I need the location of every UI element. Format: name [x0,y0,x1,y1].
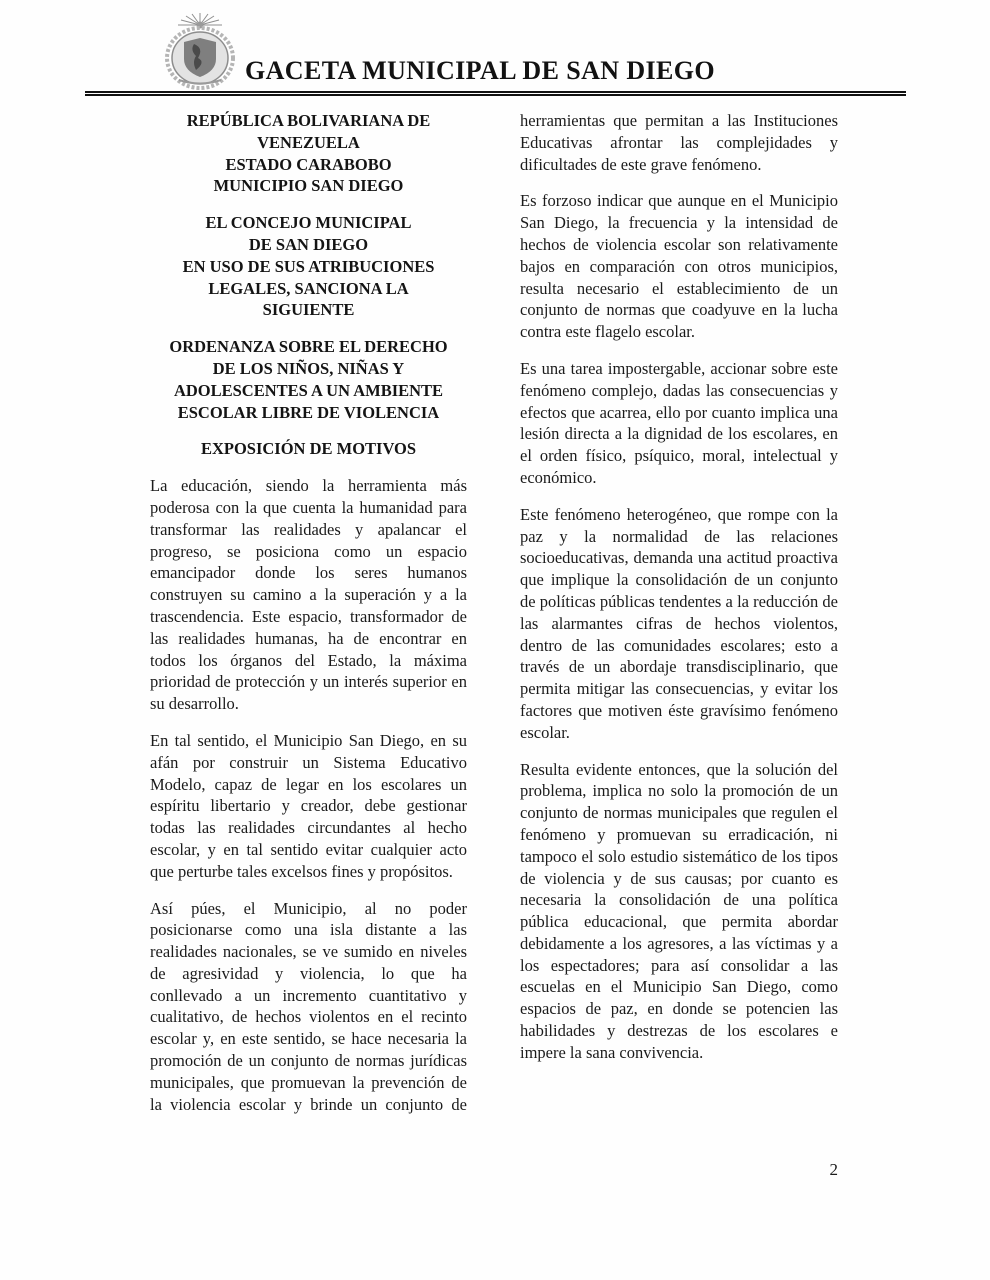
body-paragraph: Así púes, el Municipio, al no poder posicionarse como una isla distante a las realidades nacionales, se ve sumido en niveles de agresividad y violencia, lo que ha conllevado a un incremento cuantitativo y cualitativo, de hechos violentos en el recinto escolar y, en este sentido, se hace necesaria la promoción de un conjunto de normas jurídicas municipales, que promuevan la prevención de la violencia escolar y brinde un conjunto de [150,898,467,1114]
body-paragraph: En tal sentido, el Municipio San Diego, en su afán por construir un Sistema Educativo Modelo, capaz de legar en los escolares un espíritu libertario y creador, debe gestionar todas las realidades circundantes al hecho escolar, y en tal sentido evitar cualquier acto que perturbe tales excelsos fines y propósitos. [150,730,467,881]
section-heading [150,212,467,321]
left-column [150,110,467,1115]
document-body [150,110,838,1115]
heading-line: LEGALES, SANCIONA LA [208,278,409,298]
masthead-rule [85,91,906,96]
body-paragraph: Este fenómeno heterogéneo, que rompe con la paz y la normalidad de las relaciones socioeducativas, demanda una actitud proactiva que implique la consolidación de un conjunto de políticas públicas tendentes a la reducción de las alarmantes cifras de hechos violentos, dentro de las comunidades escolares; esto a través de un abordaje transdisciplinario, que permita mitigar las consecuencias, y evitar los factores que motiven éste gravísimo fenómeno escolar. [520,504,838,742]
heading-line: REPÚBLICA BOLIVARIANA DE [186,111,431,130]
section-heading [150,110,467,197]
body-paragraph: Resulta evidente entonces, que la solución del problema, implica no solo la promoción de un conjunto de normas municipales que regulen el fenómeno y promuevan su erradicación, ni tampoco el solo estudio sistemático de los tipos de violencia y de sus causas; por cuanto es necesaria la consolidación de una política pública educacional, que permita abordar debidamente a los agresores, a las víctimas y a los espectadores; para así consolidar a las escuelas en el Municipio San Diego, como espacios de paz, en donde se potencien las habilidades y destrezas de los escolares e impere la sana convivencia. [520,759,838,1062]
page-number: 2 [829,1160,838,1179]
heading-line: ADOLESCENTES A UN AMBIENTE [173,380,444,400]
right-column [520,110,838,1064]
section-heading [150,438,467,460]
heading-line: DE SAN DIEGO [248,234,369,254]
heading-line: MUNICIPIO SAN DIEGO [213,176,404,196]
section-heading [150,336,467,423]
heading-line: ESTADO CARABOBO [225,154,392,174]
heading-line: EN USO DE SUS ATRIBUCIONES [182,256,435,276]
heading-line: ESCOLAR LIBRE DE VIOLENCIA [177,402,440,422]
body-paragraph: Es una tarea impostergable, accionar sobre este fenómeno complejo, dadas las consecuencias y efectos que acarrea, ello por cuanto implica una lesión directa a la dignidad de los escolares, en el orden físico, psíquico, moral, intelectual y económico. [520,358,838,487]
heading-line: SIGUIENTE [262,300,355,320]
heading-line: EL CONCEJO MUNICIPAL [205,213,412,233]
heading-line: ORDENANZA SOBRE EL DERECHO [169,337,448,357]
gazette-title: GACETA MUNICIPAL DE SAN DIEGO [244,56,716,85]
heading-line: EXPOSICIÓN DE MOTIVOS [200,439,417,459]
heading-line: VENEZUELA [257,132,360,152]
heading-line: DE LOS NIÑOS, NIÑAS Y [212,358,405,378]
body-paragraph: La educación, siendo la herramienta más poderosa con la que cuenta la humanidad para transformar las realidades y apalancar el progreso, se posiciona como un espacio emancipador donde los seres humanos construyen su camino a la superación y a la trascendencia. Este espacio, transformador de las realidades humanas, ha de encontrar en todos los órganos del Estado, la máxima prioridad de protección y un interés superior en su desarrollo. [150,476,467,714]
body-paragraph: herramientas que permitan a las Instituciones Educativas afrontar las complejidades y dificultades de este grave fenómeno. [520,111,838,174]
body-paragraph: Es forzoso indicar que aunque en el Municipio San Diego, la frecuencia y la intensidad de hechos de violencia escolar son relativamente bajos en comparación con otros municipios, resulta necesario el establecimiento de un conjunto de normas que coadyuve en la lucha contra este flagelo escolar. [520,191,838,342]
